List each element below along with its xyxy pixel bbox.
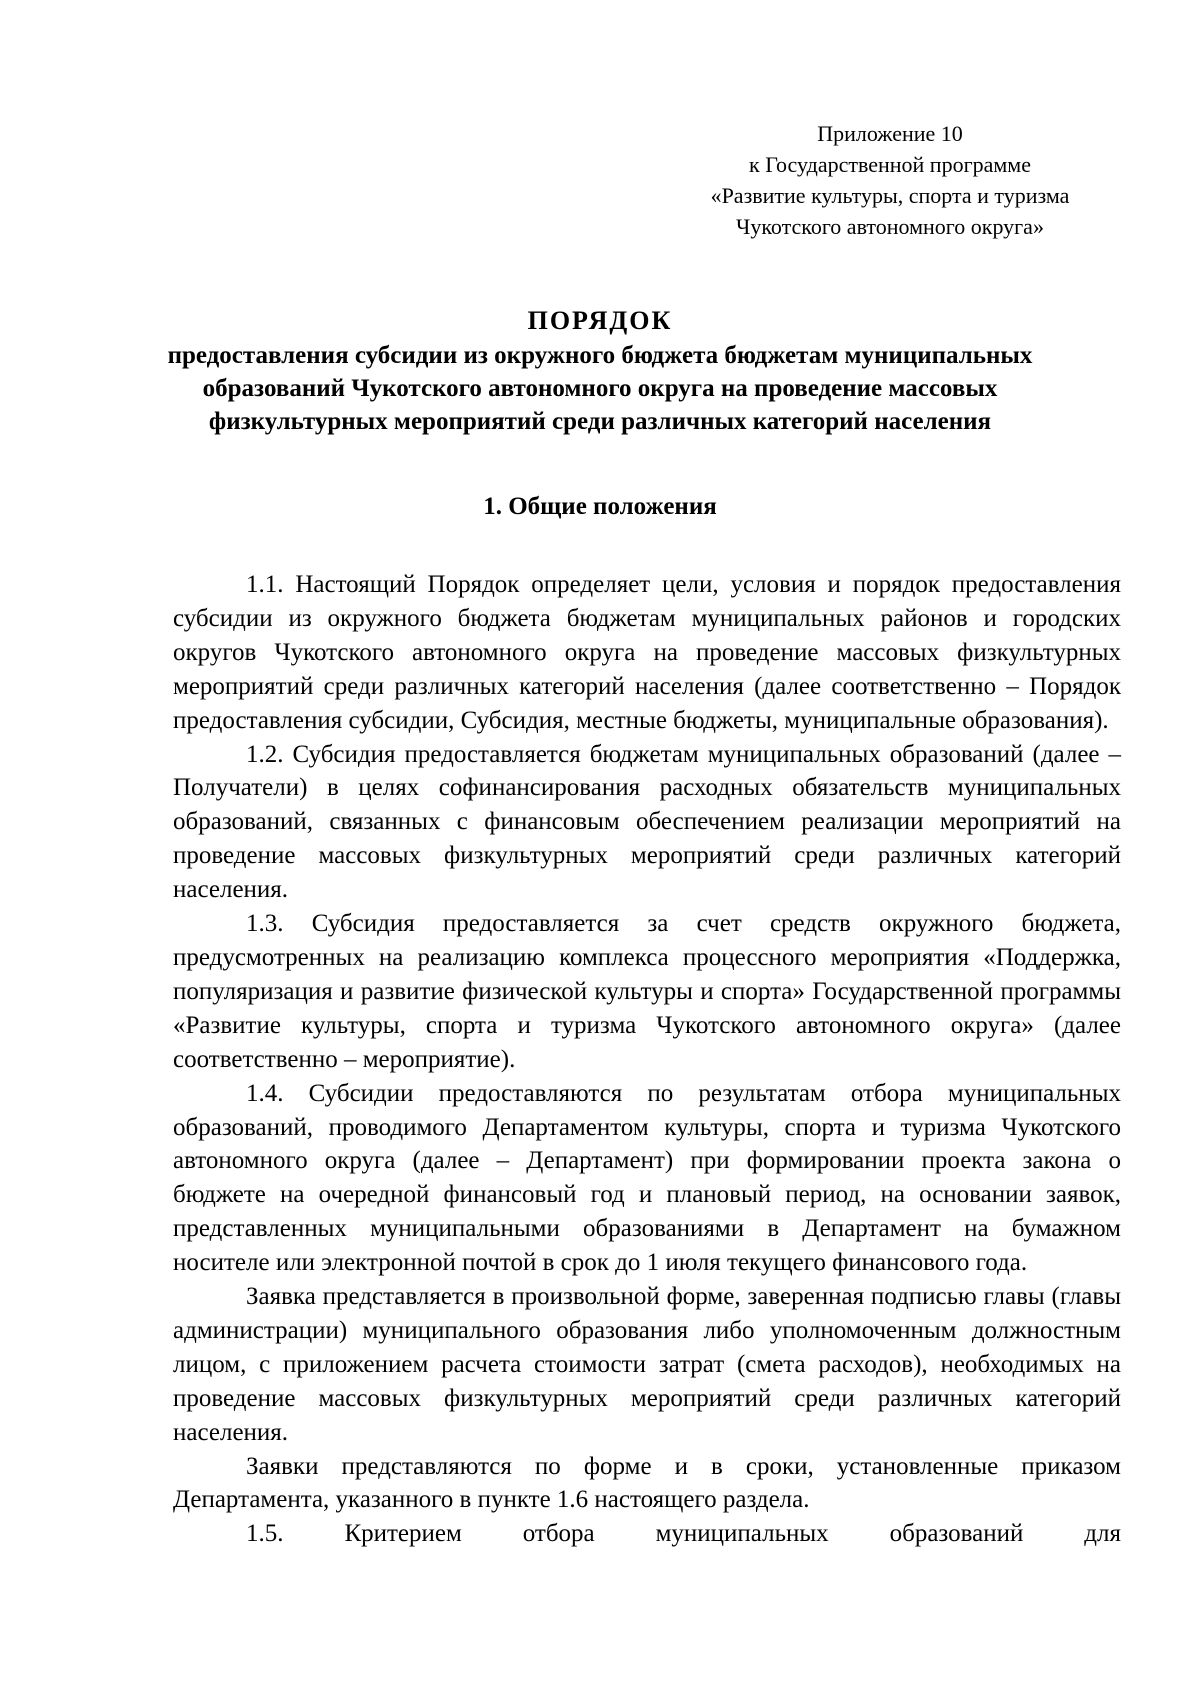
document-title: ПОРЯДОК: [527, 306, 673, 335]
paragraph: Заявка представляется в произвольной форме, заверенная подписью главы (главы администрации) муниципального образования либо уполномоченным должностным лицом, с приложением расчета стоимости затрат (смета расходов), необходимых на проведение массовых физкультурных мероприятий среди различных категорий населения.: [173, 1283, 1121, 1446]
paragraph: 1.3. Субсидия предоставляется за счет средств окружного бюджета, предусмотренных на реализацию комплекса процессного мероприятия «Поддержка, популяризация и развитие физической культуры и спорта» Государственной программы «Развитие культуры, спорта и туризма Чукотского автономного округа» (далее соответственно – мероприятие).: [173, 910, 1121, 1073]
paragraph: 1.1. Настоящий Порядок определяет цели, условия и порядок предоставления субсидии из окружного бюджета бюджетам муниципальных районов и городских округов Чукотского автономного округа на проведение массовых физкультурных мероприятий среди различных категорий населения (далее соответственно – Порядок предоставления субсидии, Субсидия, местные бюджеты, муниципальные образования).: [173, 571, 1121, 734]
paragraph: Заявки представляются по форме и в сроки, установленные приказом Департамента, указанного в пункте 1.6 настоящего раздела.: [173, 1452, 1121, 1514]
paragraph: 1.5. Критерием отбора муниципальных образований для: [246, 1520, 1121, 1548]
section-heading: 1. Общие положения: [483, 493, 717, 520]
paragraph: 1.4. Субсидии предоставляются по результатам отбора муниципальных образований, проводимого Департаментом культуры, спорта и туризма Чукотского автономного округа (далее – Департамент) при формировании проекта закона о бюджете на очередной финансовый год и плановый период, на основании заявок, представленных муниципальными образованиями в Департамент на бумажном носителе или электронной почтой в срок до 1 июля текущего финансового года.: [173, 1079, 1121, 1277]
appendix-note: [690, 118, 1090, 242]
appendix-line: Приложение 10: [817, 121, 963, 146]
document-subtitle: предоставления субсидии из окружного бюджета бюджетам муниципальных образований Чукотского автономного округа на проведение массовых физкультурных мероприятий среди различных категорий населения: [167, 342, 1033, 435]
paragraph: 1.2. Субсидия предоставляется бюджетам муниципальных образований (далее – Получатели) в целях софинансирования расходных обязательств муниципальных образований, связанных с финансовым обеспечением реализации мероприятий на проведение массовых физкультурных мероприятий среди различных категорий населения.: [173, 740, 1121, 904]
appendix-line: к Государственной программе: [749, 152, 1031, 177]
appendix-line: Чукотского автономного округа»: [736, 214, 1044, 239]
appendix-line: «Развитие культуры, спорта и туризма: [710, 183, 1070, 208]
title-block: [150, 303, 1050, 438]
body-text: [173, 568, 1121, 1551]
